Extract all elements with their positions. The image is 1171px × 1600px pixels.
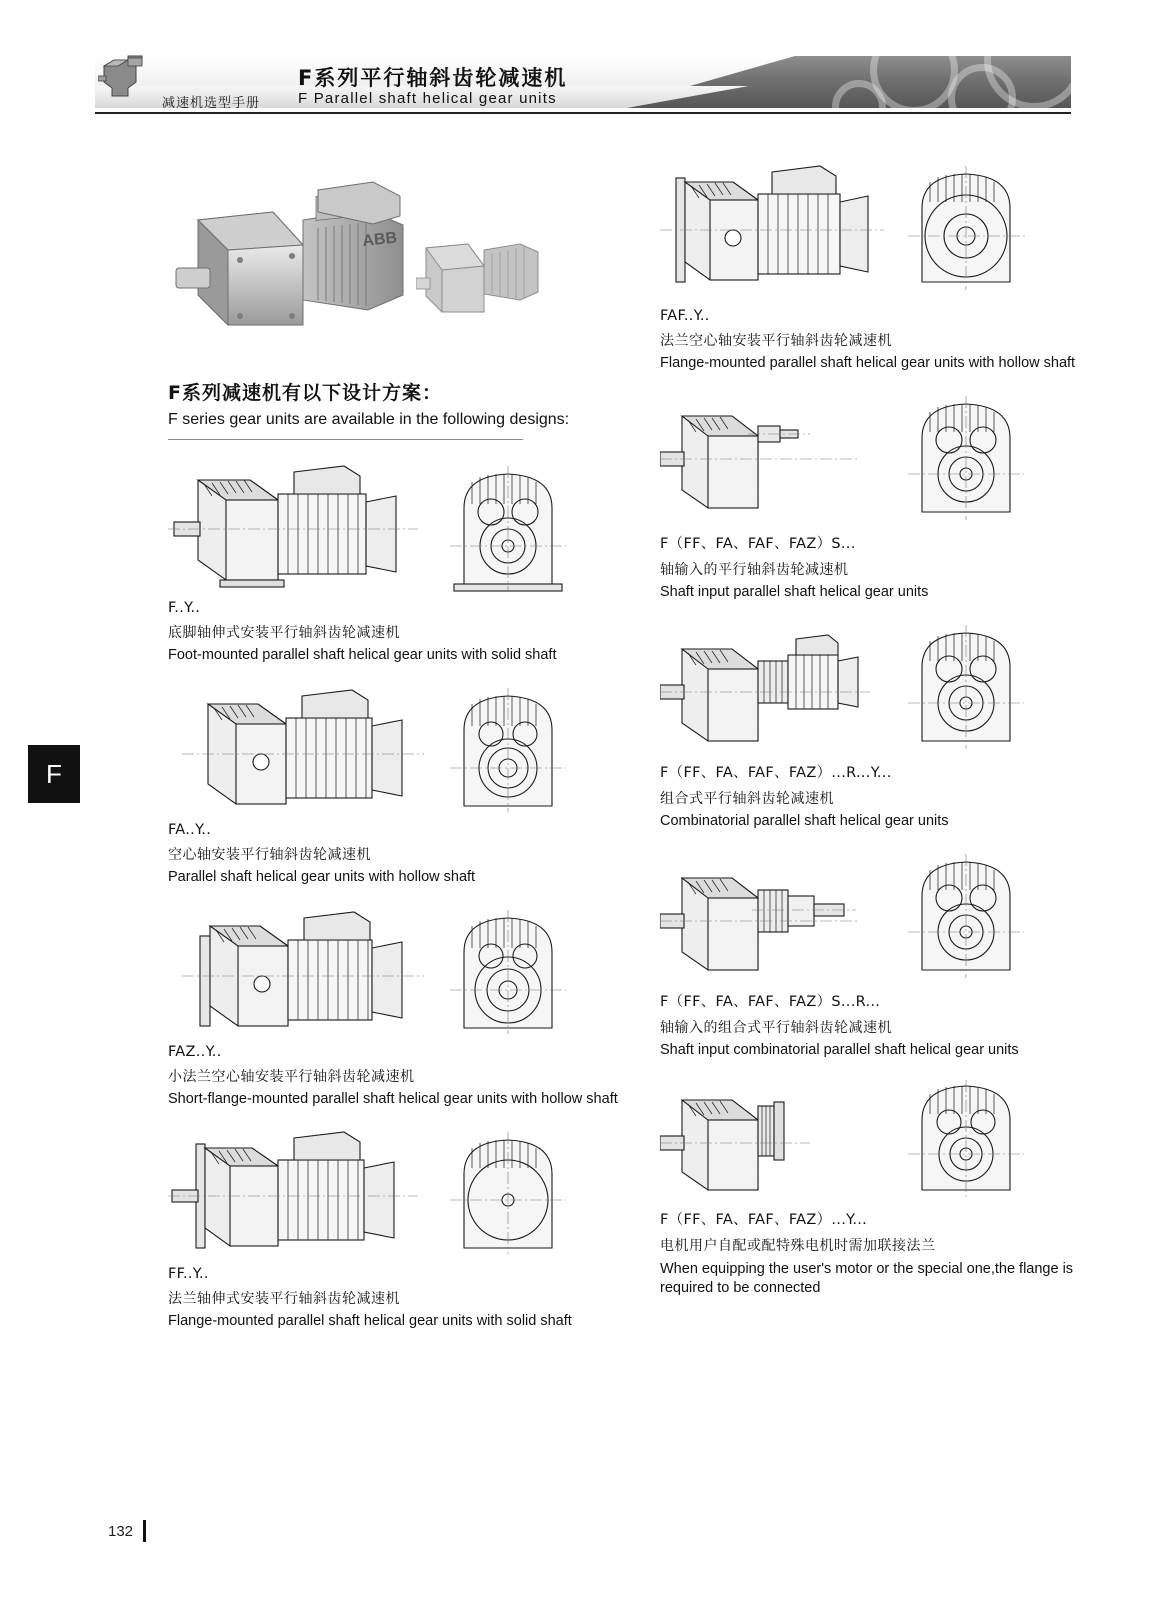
figure-front-view-shaft-input [904, 394, 1054, 524]
figure-front-view-flange-hollow [904, 150, 1054, 300]
caption-en: Shaft input parallel shaft helical gear units [660, 584, 929, 601]
caption [168, 1044, 648, 1110]
figure-front-view-combinatorial [904, 623, 1054, 753]
page-footer [108, 1520, 146, 1542]
caption-zh: 空心轴安装平行轴斜齿轮减速机 [168, 846, 371, 863]
caption-en: Flange-mounted parallel shaft helical gear units with hollow shaft [660, 355, 1076, 372]
design-item [660, 150, 1080, 374]
design-item [660, 623, 1080, 832]
caption [168, 1266, 648, 1332]
figure-row [660, 623, 1080, 753]
caption [168, 600, 648, 666]
caption-en: Parallel shaft helical gear units with hollow shaft [168, 869, 476, 886]
caption-code: F（FF、FA、FAF、FAZ）S... [660, 535, 856, 552]
section-tab-label: F [46, 758, 62, 789]
figure-row [168, 684, 648, 814]
figure-row [168, 1128, 648, 1258]
footer-divider [143, 1520, 146, 1542]
caption-code: FAZ..Y.. [168, 1043, 222, 1060]
page-number: 132 [108, 1522, 134, 1540]
intro-block [168, 378, 648, 440]
caption-en: Short-flange-mounted parallel shaft helical gear units with hollow shaft [168, 1091, 618, 1108]
caption-zh: 轴输入的平行轴斜齿轮减速机 [660, 561, 849, 578]
figure-row [168, 462, 648, 592]
figure-side-view-shaft-input-combinatorial [660, 852, 896, 982]
figure-front-view-flange-user-motor [904, 1080, 1054, 1200]
intro-divider [168, 439, 523, 440]
intro-heading-zh: F系列减速机有以下设计方案： [168, 382, 442, 404]
product-photo-small [416, 218, 546, 338]
figure-side-view-short-flange [182, 906, 438, 1036]
caption-zh: 轴输入的组合式平行轴斜齿轮减速机 [660, 1019, 892, 1036]
caption-zh: 电机用户自配或配特殊电机时需加联接法兰 [660, 1238, 936, 1255]
caption [660, 1208, 1080, 1298]
header-subtitle-zh: 减速机选型手册 [162, 96, 261, 111]
figure-row [660, 1080, 1080, 1200]
design-item [660, 852, 1080, 1061]
caption-code: F（FF、FA、FAF、FAZ）S...R... [660, 993, 881, 1010]
figure-side-view-hollow-shaft [182, 684, 438, 814]
design-item [660, 394, 1080, 603]
caption-code: FAF..Y.. [660, 308, 710, 324]
caption [660, 532, 1080, 603]
design-item [168, 906, 648, 1110]
caption-en: Combinatorial parallel shaft helical gear units [660, 813, 949, 830]
figure-front-view-flange-mounted-solid [446, 1128, 596, 1258]
caption-code: F（FF、FA、FAF、FAZ）...R...Y... [660, 764, 892, 781]
figure-side-view-flange-hollow [660, 150, 896, 300]
svg-text:ABB: ABB [361, 229, 398, 250]
caption-code: FA..Y.. [168, 821, 212, 838]
intro-heading-en: F series gear units are available in the following designs: [168, 411, 570, 428]
caption-en: Foot-mounted parallel shaft helical gear units with solid shaft [168, 647, 557, 664]
design-item [168, 684, 648, 888]
section-tab-f [28, 745, 80, 803]
left-column [168, 150, 648, 1347]
figure-side-view-foot-mounted [168, 462, 438, 592]
gearbox-logo-icon [98, 52, 156, 102]
figure-side-view-shaft-input [660, 394, 896, 524]
caption [660, 990, 1080, 1061]
figure-front-view-short-flange [446, 906, 596, 1036]
figure-front-view-hollow-shaft [446, 684, 596, 814]
figure-side-view-flange-mounted-solid [168, 1128, 438, 1258]
product-photo-group [168, 150, 568, 360]
caption-zh: 法兰空心轴安装平行轴斜齿轮减速机 [660, 333, 892, 349]
caption-code: F（FF、FA、FAF、FAZ）...Y... [660, 1212, 868, 1229]
figure-front-view-foot-mounted [446, 462, 596, 592]
figure-row [660, 852, 1080, 982]
figure-row [660, 150, 1080, 300]
figure-side-view-flange-user-motor [660, 1080, 896, 1200]
caption-en: Flange-mounted parallel shaft helical gear units with solid shaft [168, 1312, 572, 1329]
caption [660, 761, 1080, 832]
caption-zh: 底脚轴伸式安装平行轴斜齿轮减速机 [168, 625, 400, 641]
caption-zh: 法兰轴伸式安装平行轴斜齿轮减速机 [168, 1290, 400, 1307]
design-item [168, 462, 648, 666]
design-item [660, 1080, 1080, 1298]
caption-zh: 小法兰空心轴安装平行轴斜齿轮减速机 [168, 1068, 415, 1085]
figure-row [168, 906, 648, 1036]
figure-front-view-shaft-input-combinatorial [904, 852, 1054, 982]
header-title-zh: F系列平行轴斜齿轮减速机 [298, 66, 568, 90]
caption [660, 308, 1080, 374]
caption [168, 822, 648, 888]
figure-side-view-combinatorial [660, 623, 896, 753]
caption-en: When equipping the user's motor or the special one,the flange is required to be connected [660, 1260, 1074, 1297]
caption-en: Shaft input combinatorial parallel shaft helical gear units [660, 1041, 1019, 1058]
header-rule [95, 112, 1071, 114]
caption-code: FF..Y.. [168, 1265, 209, 1282]
caption-zh: 组合式平行轴斜齿轮减速机 [660, 790, 834, 807]
header-title-en: F Parallel shaft helical gear units [298, 90, 557, 107]
figure-row [660, 394, 1080, 524]
design-item [168, 1128, 648, 1332]
right-column [660, 150, 1080, 1315]
caption-code: F..Y.. [168, 600, 201, 616]
